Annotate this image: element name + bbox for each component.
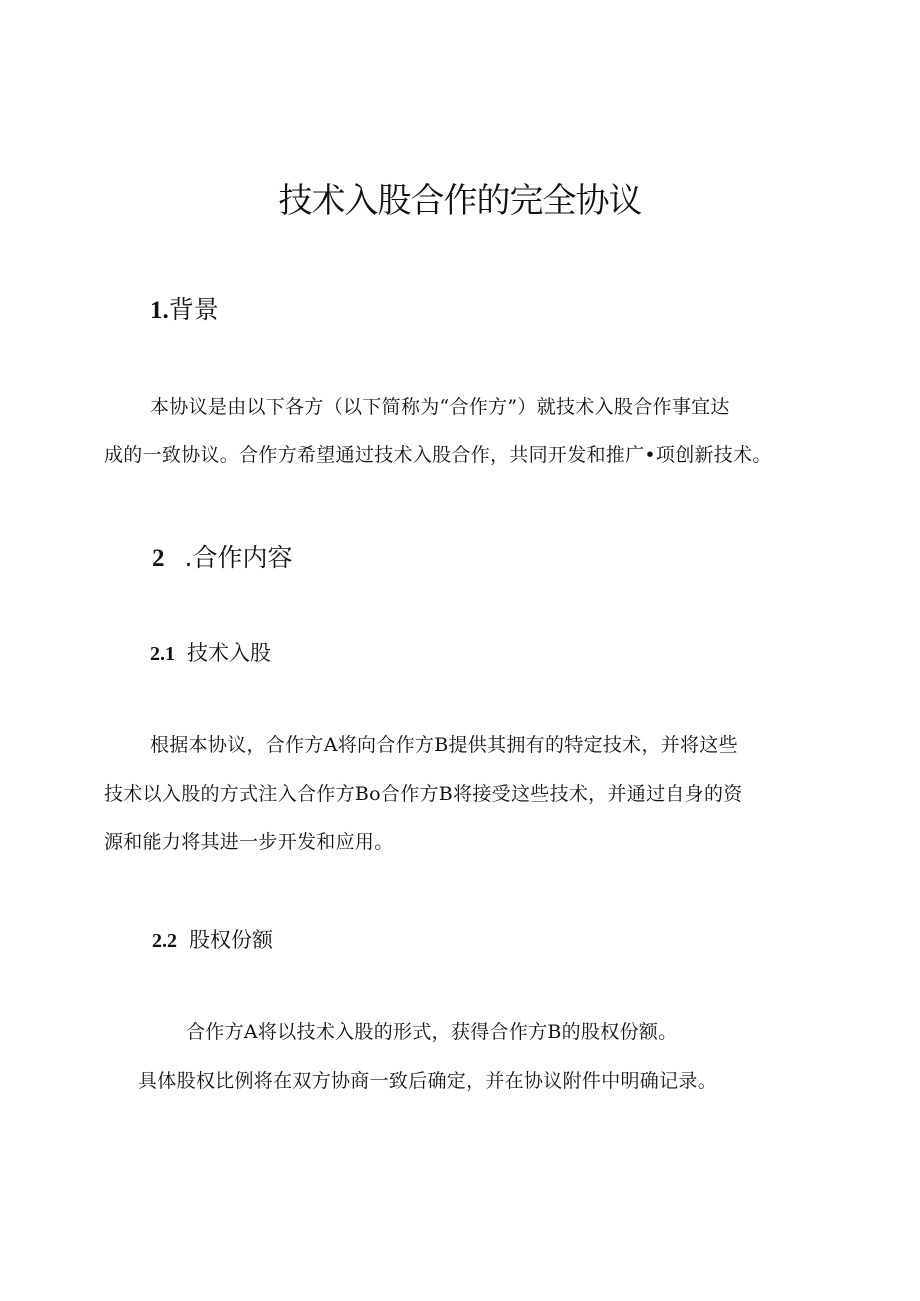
subsection-2-1-line-2: 技术以入股的方式注入合作方Bo合作方B将接受这些技术，并通过自身的资 bbox=[104, 783, 743, 805]
subsection-2-2-line-2: 具体股权比例将在双方协商一致后确定，并在协议附件中明确记录。 bbox=[138, 1070, 718, 1092]
subsection-2-2-line-1: 合作方A将以技术入股的形式，获得合作方B的股权份额。 bbox=[186, 1021, 678, 1043]
section-1-line-1: 本协议是由以下各方（以下简称为“合作方”）就技术入股合作事宜达 bbox=[150, 396, 730, 418]
section-1-title: 背景 bbox=[168, 295, 219, 324]
section-2-number: 2 bbox=[152, 545, 165, 572]
document-title: 技术入股合作的完全协议 bbox=[278, 181, 642, 221]
section-2-heading bbox=[152, 540, 292, 577]
section-2-title: .合作内容 bbox=[184, 543, 293, 572]
subsection-2-1-line-1: 根据本协议，合作方A将向合作方B提供其拥有的特定技术，并将这些 bbox=[150, 734, 738, 756]
subsection-2-2-number: 2.2 bbox=[152, 930, 177, 952]
subsection-2-1-title: 技术入股 bbox=[187, 641, 271, 665]
subsection-2-2-heading bbox=[152, 925, 273, 956]
subsection-2-2-title: 股权份额 bbox=[189, 928, 273, 952]
subsection-2-1-number: 2.1 bbox=[150, 643, 175, 665]
subsection-2-1-heading bbox=[150, 638, 271, 669]
section-1-number: 1. bbox=[150, 297, 169, 324]
subsection-2-1-line-3: 源和能力将其进一步开发和应用。 bbox=[104, 831, 394, 853]
section-1-line-2: 成的一致协议。合作方希望通过技术入股合作，共同开发和推广•项创新技术。 bbox=[104, 444, 772, 466]
section-1-heading bbox=[150, 292, 219, 329]
